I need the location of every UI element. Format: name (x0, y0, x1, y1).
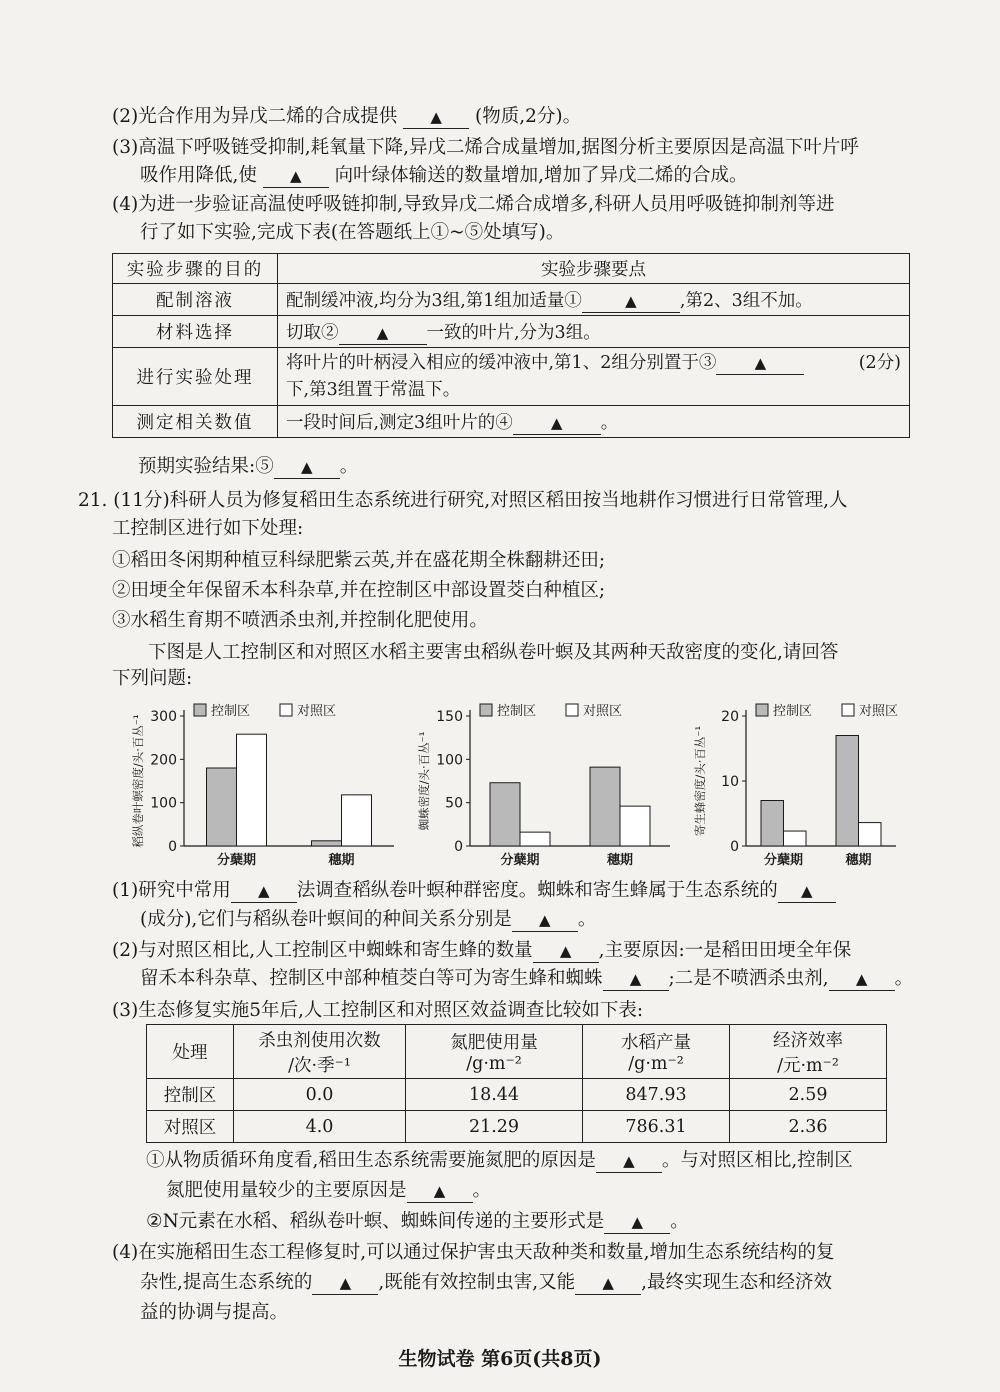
y-axis-label: 蜘蛛密度/头·百丛⁻¹ (417, 731, 431, 831)
page-footer: 生物试卷 第6页(共8页) (398, 1348, 602, 1370)
q21-sub-3: (3)生态修复实施5年后,人工控制区和对照区效益调查比较如下表: (112, 1000, 644, 1021)
bar-check (342, 795, 372, 846)
x-tick-label: 穗期 (328, 853, 355, 868)
bar-check (237, 734, 267, 846)
q21-sub-2: (2)与对照区相比,人工控制区中蜘蛛和寄生蜂的数量 ▲ ,主要原因:一是稻田田埂全年保 (112, 940, 852, 961)
y-tick-label: 100 (150, 795, 177, 812)
col-header: 处理 (147, 1025, 234, 1079)
legend-swatch (480, 704, 492, 716)
col-header: 经济效率 /元·m⁻² (730, 1025, 887, 1079)
bar-check (784, 831, 807, 846)
y-tick-label: 300 (150, 709, 177, 725)
answer-blank[interactable]: ▲ (513, 412, 601, 435)
legend-swatch (194, 704, 206, 716)
q21-treatment-2: ②田埂全年保留禾本科杂草,并在控制区中部设置茭白种植区; (112, 580, 606, 601)
q21-sub-3-1: ①从物质循环角度看,稻田生态系统需要施氮肥的原因是 ▲ 。与对照区相比,控制区 (146, 1150, 853, 1171)
q21-stem: 21. (11分)科研人员为修复稻田生态系统进行研究,对照区稻田按当地耕作习惯进行日常管理,人 (78, 490, 848, 511)
answer-blank[interactable]: ▲ (403, 106, 469, 129)
y-tick-label: 100 (436, 752, 463, 769)
answer-blank[interactable]: ▲ (829, 968, 895, 991)
answer-blank[interactable]: ▲ (533, 940, 599, 963)
answer-blank[interactable]: ▲ (339, 322, 427, 345)
q21-treatment-1: ①稻田冬闲期种植豆科绿肥紫云英,并在盛花期全株翻耕还田; (112, 550, 606, 571)
q20-line-3: (3)高温下呼吸链受抑制,耗氧量下降,异戊二烯合成量增加,据图分析主要原因是高温下叶片呼 (112, 137, 859, 158)
step-detail: 切取② ▲ 一致的叶片,分为3组。 (278, 316, 910, 348)
header-points: 实验步骤要点 (278, 254, 910, 284)
y-tick-label: 50 (445, 795, 463, 812)
q20-line-3b: 吸作用降低,使 ▲ 向叶绿体输送的数量增加,增加了异戊二烯的合成。 (140, 165, 748, 186)
y-tick-label: 150 (436, 709, 463, 725)
answer-blank[interactable]: ▲ (274, 456, 340, 479)
q21-sub-4b: 杂性,提高生态系统的 ▲ ,既能有效控制虫害,又能 ▲ ,最终实现生态和经济效 (140, 1272, 833, 1293)
experiment-steps-table (112, 253, 910, 438)
legend-label: 控制区 (497, 704, 537, 719)
step-name: 测定相关数值 (113, 406, 278, 438)
col-header: 水稻产量 /g·m⁻² (583, 1025, 730, 1079)
step-name: 进行实验处理 (113, 348, 278, 406)
legend-swatch (566, 704, 578, 716)
x-tick-label: 分蘖期 (216, 853, 257, 868)
benefit-table (146, 1024, 887, 1143)
answer-blank[interactable]: ▲ (716, 352, 804, 375)
y-tick-label: 0 (454, 839, 463, 855)
q20-line-4b: 行了如下实验,完成下表(在答题纸上①~⑤处填写)。 (140, 222, 565, 243)
y-tick-label: 20 (721, 709, 739, 725)
legend-swatch (842, 704, 854, 716)
x-tick-label: 分蘖期 (763, 853, 804, 868)
legend-label: 对照区 (859, 704, 899, 719)
q21-intro-2: 下列问题: (112, 668, 193, 689)
col-header: 杀虫剂使用次数 /次·季⁻¹ (234, 1025, 406, 1079)
q21-stem-2: 工控制区进行如下处理: (112, 518, 304, 539)
legend-swatch (280, 704, 292, 716)
x-tick-label: 穗期 (606, 853, 634, 868)
bar-control (312, 841, 342, 846)
y-tick-label: 0 (168, 839, 177, 855)
step-detail: 将叶片的叶柄浸入相应的缓冲液中,第1、2组分别置于③ ▲ (2分) 下,第3组置于常温下。 (278, 348, 910, 406)
answer-blank[interactable]: ▲ (312, 1272, 378, 1295)
q21-sub-3-1b: 氮肥使用量较少的主要原因是 ▲ 。 (166, 1180, 492, 1201)
q21-sub-1b: (成分),它们与稻纵卷叶螟间的种间关系分别是 ▲ 。 (140, 909, 597, 930)
step-detail: 配制缓冲液,均分为3组,第1组加适量① ▲ ,第2、3组不加。 (278, 284, 910, 316)
q21-treatment-3: ③水稻生育期不喷洒杀虫剂,并控制化肥使用。 (112, 610, 488, 631)
y-axis-label: 稻纵卷叶螟密度/头·百丛⁻¹ (131, 714, 145, 848)
bar-control (590, 767, 620, 846)
bar-control (761, 801, 784, 847)
y-axis-label: 寄生蜂密度/头·百丛⁻¹ (693, 725, 707, 837)
legend-label: 对照区 (297, 704, 337, 719)
y-tick-label: 200 (150, 752, 177, 769)
answer-blank[interactable]: ▲ (231, 880, 297, 903)
col-header: 氮肥使用量 /g·m⁻² (406, 1025, 583, 1079)
q21-sub-2b: 留禾本科杂草、控制区中部种植茭白等可为寄生蜂和蜘蛛 ▲ ;二是不喷洒杀虫剂, ▲ 。 (140, 968, 914, 989)
answer-blank[interactable]: ▲ (604, 1211, 670, 1234)
q21-sub-4: (4)在实施稻田生态工程修复时,可以通过保护害虫天敌种类和数量,增加生态系统结构的复 (112, 1242, 835, 1263)
bar-check (859, 823, 882, 846)
legend-swatch (756, 704, 768, 716)
q21-intro: 下图是人工控制区和对照区水稻主要害虫稻纵卷叶螟及其两种天敌密度的变化,请回答 (148, 642, 839, 663)
answer-blank[interactable]: ▲ (263, 165, 329, 188)
answer-blank[interactable]: ▲ (582, 290, 680, 313)
step-name: 配制溶液 (113, 284, 278, 316)
bar-control (836, 736, 859, 847)
q21-sub-3-2: ②N元素在水稻、稻纵卷叶螟、蜘蛛间传递的主要形式是 ▲ 。 (146, 1211, 689, 1232)
answer-blank[interactable]: ▲ (603, 968, 669, 991)
header-purpose: 实验步骤的目的 (113, 254, 278, 284)
bar-check (520, 832, 550, 846)
bar-control (490, 783, 520, 846)
y-tick-label: 10 (721, 774, 739, 790)
step-detail: 一段时间后,测定3组叶片的④ ▲ 。 (278, 406, 910, 438)
x-tick-label: 穗期 (845, 853, 872, 868)
q21-sub-1: (1)研究中常用 ▲ 法调查稻纵卷叶螟种群密度。蜘蛛和寄生蜂属于生态系统的 ▲ (112, 878, 836, 904)
q21-sub-4c: 益的协调与提高。 (140, 1302, 289, 1323)
step-name: 材料选择 (113, 316, 278, 348)
answer-blank[interactable]: ▲ (596, 1150, 662, 1173)
table-row: 控制区 0.0 18.44 847.93 2.59 (147, 1079, 887, 1111)
bar-check (620, 806, 650, 846)
q20-line-4: (4)为进一步验证高温使呼吸链抑制,导致异戊二烯合成增多,科研人员用呼吸链抑制剂等进 (112, 194, 835, 215)
legend-label: 对照区 (583, 704, 623, 719)
bar-control (207, 768, 237, 846)
table-row: 对照区 4.0 21.29 786.31 2.36 (147, 1111, 887, 1143)
predicted-result: 预期实验结果:⑤ ▲ 。 (138, 456, 359, 477)
y-tick-label: 0 (730, 839, 739, 855)
density-charts (108, 696, 908, 876)
answer-blank[interactable]: ▲ (575, 1272, 641, 1295)
x-tick-label: 分蘖期 (500, 853, 540, 868)
legend-label: 控制区 (773, 704, 813, 719)
answer-blank[interactable]: ▲ (512, 909, 578, 932)
q20-line-2: (2)光合作用为异戊二烯的合成提供 ▲ (物质,2分)。 (112, 106, 582, 127)
legend-label: 控制区 (211, 704, 251, 719)
answer-blank[interactable]: ▲ (778, 880, 836, 903)
answer-blank[interactable]: ▲ (407, 1180, 473, 1203)
